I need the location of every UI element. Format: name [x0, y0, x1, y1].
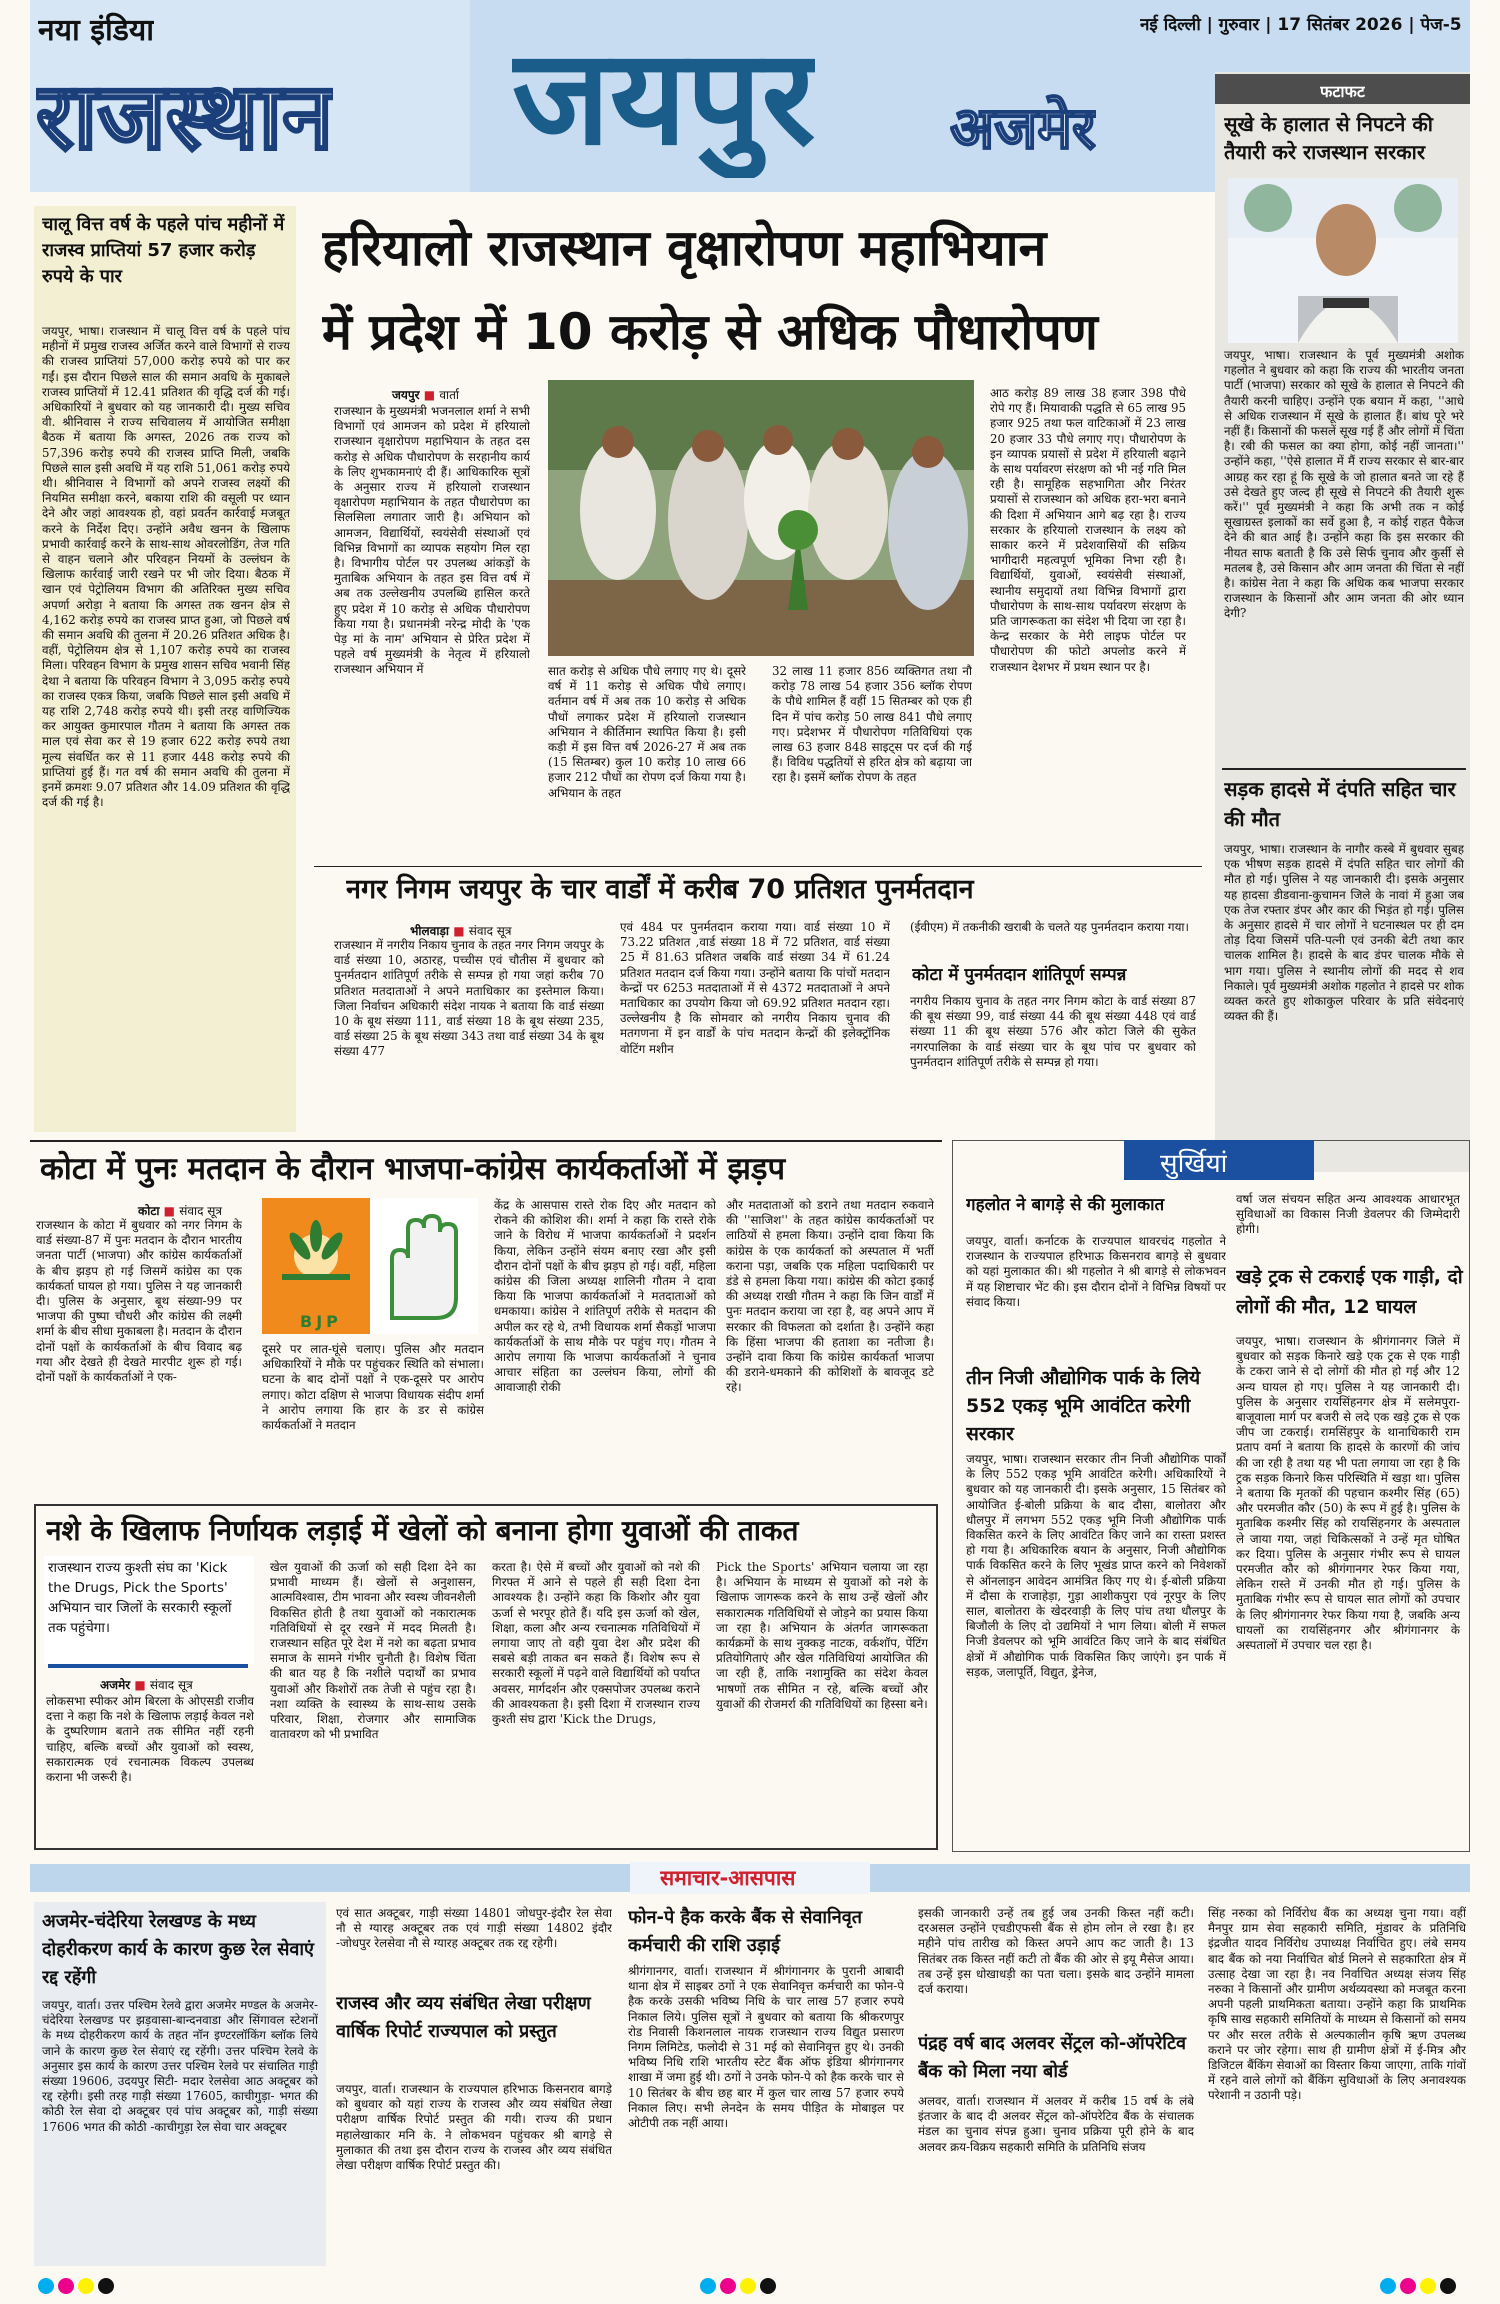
fataphat-headline: सूखे के हालात से निपटने की तैयारी करे राजस्थान सरकार — [1224, 112, 1433, 164]
item2-cont: वर्षा जल संचयन सहित अन्य आवश्यक आधारभूत सुविधाओं का विकास निजी डेवलपर की जिम्मेदारी होगी। — [1236, 1192, 1460, 1237]
kota-top-rule — [30, 1140, 942, 1142]
city-name: जयपुर — [512, 21, 816, 175]
state-name: राजस्थान — [36, 63, 334, 170]
registration-mark — [58, 2278, 74, 2294]
kota-headline: कोटा में पुनः मतदान के दौरान भाजपा-कांग्रेस कार्यकर्ताओं में झड़प — [40, 1151, 786, 1187]
aaspas-label: समाचार-आसपास — [660, 1866, 796, 1890]
drugs-highlight-rule — [48, 1664, 248, 1668]
dateline: नई दिल्ली | गुरुवार | 17 सितंबर 2026 | पेज-5 — [1140, 15, 1462, 35]
repoll-sub-body: नगरीय निकाय चुनाव के तहत नगर निगम कोटा के वार्ड संख्या 87 की बूथ संख्या 99, वार्ड संख्या 44 की बूथ संख्या 448 एवं वार्ड संख्या 11 की बूथ संख्या 576 और कोटा जिले की सुकेत नगरपालिका के वार्ड संख्या चार के बूथ पांच पर बुधवार को पुनर्मतदान शांतिपूर्ण तरीके से सम्पन्न हो गया। — [910, 994, 1196, 1069]
drugs-headline: नशे के खिलाफ निर्णायक लड़ाई में खेलों को बनाना होगा युवाओं की ताकत — [46, 1514, 799, 1547]
drugs-col4: Pick the Sports' अभियान चलाया जा रहा है। अभियान के माध्यम से युवाओं को नशे के खिलाफ जागरूक करने के साथ उन्हें खेलों और सकारात्मक गतिविधियों से जोड़ने का प्रयास किया जा रहा है। अभियान के अंतर्गत जागरूकता कार्यक्रमों के साथ नुक्कड़ नाटक, वर्कशॉप, पेंटिंग प्रतियोगिताएं और खेल गतिविधियां आयोजित की जा रही हैं, ताकि नशामुक्ति का संदेश केवल भाषणों तक सीमित न रहे, बल्कि बच्चों और युवाओं की रोजमर्रा की गतिविधियों का हिस्सा बने। — [716, 1560, 928, 1711]
fataphat-divider — [1222, 768, 1466, 770]
red-square-icon: ■ — [134, 1678, 146, 1692]
phonepe-body: श्रीगंगानगर, वार्ता। राजस्थान में श्रीगंगानगर के पुरानी आबादी थाना क्षेत्र में साइबर ठगों ने एक सेवानिवृत्त कर्मचारी का फोन-पे हैक करके उसकी भविष्य निधि के चार लाख 57 हजार रुपये निकाल लिये। पुलिस सूत्रों ने बुधवार को बताया कि श्रीकरणपुर रोड निवासी किशनलाल नायक राजस्थान राज्य विद्युत प्रसारण निगम लिमिटेड, फलोदी से 31 मई को सेवानिवृत्त हुए थे। उनकी भविष्य निधि राशि भारतीय स्टेट बैंक ऑफ इंडिया श्रीगंगानगर शाखा में जमा हुई थी। ठगों ने उनके फोन-पे को हैक करके चार से 10 सितंबर के बीच छह बार में कुल चार लाख 57 हजार रुपये निकाल लिए। सभी लेनदेन के समय पीड़ित के मोबाइल पर ओटीपी तक नहीं आया। — [628, 1964, 904, 2131]
item3-body: जयपुर, भाषा। राजस्थान के श्रीगंगानगर जिले में बुधवार को सड़क किनारे खड़े एक ट्रक से एक गाड़ी के टकरा जाने से दो लोगों की मौत हो गई और 12 अन्य घायल हो गए। पुलिस ने यह जानकारी दी। पुलिस के अनुसार रायसिंहनगर क्षेत्र में सलेमपुरा-बाजूवाला मार्ग पर बजरी से लदे एक खड़े ट्रक से एक जीप जा टकराई। रामसिंहपुर के थानाधिकारी राम प्रताप वर्मा ने बताया कि हादसे के कारणों की जांच की जा रही है तथा यह भी पता लगाया जा रहा है कि ट्रक सड़क किनारे किस परिस्थिति में खड़ा था। पुलिस ने बताया कि मृतकों की पहचान कश्मीर सिंह (65) और परमजीत कौर (50) के रूप में हुई है। पुलिस के मुताबिक कश्मीर सिंह को रायसिंहनगर के अस्पताल ले जाया गया, जहां चिकित्सकों ने उन्हें मृत घोषित कर दिया। पुलिस के अनुसार गंभीर रूप से घायल परमजीत कौर को श्रीगंगानगर रेफर किया गया, लेकिन रास्ते में उनकी मौत हो गई। पुलिस के मुताबिक गंभीर रूप से घायल सात लोगों को उपचार के लिए श्रीगंगानगर रेफर किया गया है, जबकि अन्य घायलों का रायसिंहनगर और श्रीगंगानगर के अस्पतालों में उपचार चल रहा है। — [1236, 1334, 1460, 1653]
drugs-agency: संवाद सूत्र — [149, 1678, 193, 1692]
accident-headline: सड़क हादसे में दंपति सहित चार की मौत — [1224, 777, 1456, 831]
red-square-icon: ■ — [423, 388, 436, 402]
lead-col1: राजस्थान के मुख्यमंत्री भजनलाल शर्मा ने सभी विभागों एवं आमजन को प्रदेश में हरियालो राजस्थान वृक्षारोपण महाभियान के तहत दस करोड़ से अधिक पौधारोपण के सरहानीय कार्य के लिए शुभकामनाएं दी हैं। आधिकारिक सूत्रों के अनुसार राज्य में हरियालो राजस्थान वृक्षारोपण महाभियान के तहत पौधारोपण का सिलसिला लगातार जारी है। अभियान को आमजन, विद्यार्थियों, स्वयंसेवी संस्थाओं एवं विभिन्न विभागों का व्यापक सहयोग मिल रहा है। विभागीय पोर्टल पर उपलब्ध आंकड़ों के मुताबिक अभियान के तहत इस वित्त वर्ष में अब तक उल्लेखनीय उपलब्धि हासिल करते हुए प्रदेश में 10 करोड़ से अधिक पौधारोपण किया गया है। प्रधानमंत्री नरेन्द्र मोदी के 'एक पेड़ मां के नाम' अभियान से प्रेरित प्रदेश में पहले वर्ष मुख्यमंत्री के नेतृत्व में हरियालो राजस्थान अभियान में — [334, 404, 530, 677]
edition-name: अजमेर — [950, 94, 1096, 162]
gehlot-photo — [1228, 178, 1458, 343]
registration-mark — [1440, 2278, 1456, 2294]
kota-agency: संवाद सूत्र — [179, 1204, 223, 1218]
repoll-sub-headline: कोटा में पुनर्मतदान शांतिपूर्ण सम्पन्न — [912, 965, 1127, 985]
paper-name: नया इंडिया — [38, 13, 154, 48]
drugs-col2: खेल युवाओं की ऊर्जा को सही दिशा देने का प्रभावी माध्यम हैं। खेलों से अनुशासन, आत्मविश्वास, टीम भावना और स्वस्थ जीवनशैली विकसित होती है तथा युवाओं को नकारात्मक गतिविधियों से दूर रखने में मदद मिलती है। राजस्थान सहित पूरे देश में नशे का बढ़ता प्रभाव समाज के सामने गंभीर चुनौती है। विशेष चिंता की बात यह है कि नशीले पदार्थों का प्रभाव युवाओं और किशोरों तक तेजी से पहुंच रहा है। नशा व्यक्ति के स्वास्थ्य के साथ-साथ उसके परिवार, शिक्षा, रोजगार और सामाजिक वातावरण को भी प्रभावित — [270, 1560, 476, 1742]
lead-col2: सात करोड़ से अधिक पौधे लगाए गए थे। दूसरे वर्ष में 11 करोड़ से अधिक पौधे लगाए। वर्तमान वर्ष में अब तक 10 करोड़ से अधिक पौधों लगाकर प्रदेश में हरियालो राजस्थान अभियान ने कीर्तिमान स्थापित किया है। इसी कड़ी में इस वित्त वर्ष 2026-27 में अब तक (15 सितम्बर) कुल 10 करोड़ 10 लाख 66 हजार 212 पौधों का रोपण दर्ज किया गया है। अभियान के तहत — [548, 664, 746, 800]
drugs-dateline-wrap — [100, 1676, 193, 1693]
bank-cont: सिंह नरुका को निर्विरोध बैंक का अध्यक्ष चुना गया। वहीं मैनपुर ग्राम सेवा सहकारी समिति, मुंडावर के प्रतिनिधि इंद्रजीत यादव निर्विरोध उपाध्यक्ष निर्वाचित हुए। लंबे समय बाद बैंक को नया निर्वाचित बोर्ड मिलने से सहकारिता क्षेत्र में उत्साह देखा जा रहा है। नव निर्वाचित अध्यक्ष संजय सिंह नरुका ने किसानों और ग्रामीण अर्थव्यवस्था को मजबूत करना अपनी पहली प्राथमिकता बताया। उन्होंने कहा कि प्राथमिक कृषि साख सहकारी समितियों के माध्यम से किसानों को समय पर और सरल तरीके से अल्पकालीन कृषि ऋण उपलब्ध कराने पर जोर रहेगा। साथ ही ग्रामीण क्षेत्रों में ई-मित्र और डिजिटल बैंकिंग सेवाओं का विस्तार किया जाएगा, ताकि गांवों में रहने वाले लोगों को बैंकिंग सुविधाओं के लिए अनावश्यक परेशानी न उठानी पड़े। — [1208, 1906, 1466, 2103]
repoll-top-rule — [314, 866, 1202, 867]
drugs-col3: करता है। ऐसे में बच्चों और युवाओं को नशे की गिरफ्त में आने से पहले ही सही दिशा देना आवश्यक है। उन्होंने कहा कि किशोर और युवा ऊर्जा से भरपूर होते हैं। यदि इस ऊर्जा को खेल, शिक्षा, कला और अन्य रचनात्मक गतिविधियों में लगाया जाए तो वही युवा देश और प्रदेश की सबसे बड़ी ताकत बन सकते हैं। विशेष रूप से सरकारी स्कूलों में पढ़ने वाले विद्यार्थियों को पर्याप्त अवसर, मार्गदर्शन और एक्सपोजर उपलब्ध कराने की आवश्यकता है। इसी दिशा में राजस्थान राज्य कुश्ती संघ द्वारा 'Kick the Drugs, — [492, 1560, 700, 1727]
repoll-col3: (ईवीएम) में तकनीकी खराबी के चलते यह पुनर्मतदान कराया गया। — [910, 920, 1189, 934]
lead-dateline-wrap — [392, 386, 459, 403]
bank-body: अलवर, वार्ता। राजस्थान में अलवर में करीब 15 वर्ष के लंबे इंतजार के बाद दी अलवर सेंट्रल को-ऑपरेटिव बैंक के संचालक मंडल का चुनाव संपन्न हुआ। चुनाव प्रक्रिया पूरी होने के बाद अलवर क्रय-विक्रय सहकारी समिति के प्रतिनिधि संजय — [918, 2094, 1194, 2154]
repoll-dateline-wrap — [410, 922, 512, 939]
lead-headline-2: में प्रदेश में 10 करोड़ से अधिक पौधारोपण — [322, 303, 1098, 361]
phonepe-cont: इसकी जानकारी उन्हें तब हुई जब उनकी किस्त नहीं कटी। दरअसल उन्होंने एचडीएफसी बैंक से होम लोन ले रखा है। हर महीने पांच तारीख को किस्त अपने आप कट जाती है। 13 सितंबर तक किस्त नहीं कटी तो बैंक की ओर से इयू मैसेज आया। तब उन्हें इस धोखाधड़ी का पता चला। इसके बाद उन्होंने मामला दर्ज कराया। — [918, 1906, 1194, 1997]
phonepe-headline: फोन-पे हैक करके बैंक से सेवानिवृत कर्मचारी की राशि उड़ाई — [628, 1907, 862, 1956]
kota-col2: दूसरे पर लात-घूंसे चलाए। पुलिस और मतदान अधिकारियों ने मौके पर पहुंचकर स्थिति को संभाला। घटना के बाद दोनों पक्षों ने एक-दूसरे पर आरोप लगाए। कोटा दक्षिण से भाजपा विधायक संदीप शर्मा ने आरोप लगाया कि हार के डर से कांग्रेस कार्यकर्ताओं ने मतदान — [262, 1342, 484, 1433]
revenue-headline: चालू वित्त वर्ष के पहले पांच महीनों में राजस्व प्राप्तियां 57 हजार करोड़ रुपये के पार — [42, 214, 285, 287]
fataphat-label: फटाफट — [1320, 82, 1365, 101]
registration-mark — [700, 2278, 716, 2294]
item2-body: जयपुर, भाषा। राजस्थान सरकार तीन निजी औद्योगिक पार्कों के लिए 552 एकड़ भूमि आवंटित करेगी। अधिकारियों ने बुधवार को यह जानकारी दी। इसके अनुसार, 15 सितंबर को आयोजित ई-बोली प्रक्रिया के बाद दौसा, बालोतरा और धौलपुर में लगभग 552 एकड़ भूमि निजी औद्योगिक पार्क विकसित करने के लिए आवंटित किए जाने का रास्ता प्रशस्त हो गया है। अधिकारिक बयान के अनुसार, निजी औद्योगिक पार्क विकसित करने के लिए भूखंड प्राप्त करने को निवेशकों से ऑनलाइन आवेदन आमंत्रित किए गए थे। ई-बोली प्रक्रिया में दौसा के राजाहेड़ा, गुड़ा आशीकपुरा एवं नूरपुर के लिए साल, बालोतरा के खेदरवाड़ी के लिए पांच तथा धौलपुर के बिजौली के लिए दो उद्यमियों ने भाग लिया। बोली में सफल निजी डेवलपर को भूमि आवंटित किए जाने के बाद संबंधित क्षेत्रों में औद्योगिक पार्क विकसित किए जाएंगे। इन पार्क में सड़क, जलापूर्ति, विद्युत, ड्रेनेज, — [966, 1452, 1226, 1679]
registration-mark — [98, 2278, 114, 2294]
registration-mark — [740, 2278, 756, 2294]
accident-body: जयपुर, भाषा। राजस्थान के नागौर कस्बे में बुधवार सुबह एक भीषण सड़क हादसे में दंपति सहित चार लोगों की मौत हो गई। पुलिस ने यह जानकारी दी। इसके अनुसार यह हादसा डीडवाना-कुचामन जिले के नावां में हुआ जब एक तेज रफ्तार डंपर और कार की भिड़ंत हो गई। पुलिस के अनुसार हादसे में चार लोगों ने घटनास्थल पर ही दम तोड़ दिया जिसमें पति-पत्नी एवं उनकी बेटी तथा कार चालक शामिल है। हादसे के बाद डंपर चालक मौके से भाग गया। पुलिस ने स्थानीय लोगों की मदद से शव निकाले। पूर्व मुख्यमंत्री अशोक गहलोत ने हादसे पर शोक व्यक्त करते हुए शोकाकुल परिवार के प्रति संवेदनाएं व्यक्त की हैं। — [1224, 842, 1464, 1024]
rail-cont: एवं सात अक्टूबर, गाड़ी संख्या 14801 जोधपुर-इंदौर रेल सेवा नौ से ग्यारह अक्टूबर तक एवं गाड़ी संख्या 14802 इंदौर -जोधपुर रेलसेवा नौ से ग्यारह अक्टूबर तक रद्द रहेगी। — [336, 1906, 612, 1951]
drugs-highlight-text: राजस्थान राज्य कुश्ती संघ का 'Kick the Drugs, Pick the Sports' अभियान चार जिलों के सरकारी स्कूलों तक पहुंचेगा। — [48, 1560, 232, 1636]
item1-headline: गहलोत ने बागड़े से की मुलाकात — [966, 1195, 1165, 1215]
registration-mark — [78, 2278, 94, 2294]
registration-mark — [1400, 2278, 1416, 2294]
bank-headline: पंद्रह वर्ष बाद अलवर सेंट्रल को-ऑपरेटिव बैंक को मिला नया बोर्ड — [918, 2033, 1187, 2082]
fataphat-body: जयपुर, भाषा। राजस्थान के पूर्व मुख्यमंत्री अशोक गहलोत ने बुधवार को कहा कि राज्य की भारतीय जनता पार्टी (भाजपा) सरकार को सूखे के हालात से निपटने की तैयारी करनी चाहिए। उन्होंने एक बयान में कहा, ''आधे से अधिक राजस्थान में सूखे के हालात हैं। बांध पूरे भरे नहीं हैं। किसानों की फसलें सूख गई हैं और लोगों में चिंता है। रबी की फसल का क्या होगा, कोई नहीं जानता।'' उन्होंने कहा, ''ऐसे हालात में मैं राज्य सरकार से बार-बार आग्रह कर रहा हूं कि सूखे के जो हालात बनते जा रहे हैं उसे देखते हुए जल्द ही सूखे से निपटने की तैयारी शुरू करें।'' पूर्व मुख्यमंत्री ने कहा कि अभी तक न कोई सूखाग्रस्त इलाकों का सर्वे हुआ है, न कोई राहत पैकेज देने की बात आई है। उन्होंने कहा कि इस सरकार की नीयत साफ बताती है कि उसे सिर्फ चुनाव और कुर्सी से मतलब है, उसे किसान और आम जनता की चिंता से नहीं है। कांग्रेस नेता ने कहा कि अधिक कब भाजपा सरकार राजस्थान के किसानों और आम जनता की ओर ध्यान देगी? — [1224, 348, 1464, 621]
rail-body: जयपुर, वार्ता। उत्तर पश्चिम रेलवे द्वारा अजमेर मण्डल के अजमेर-चंदेरिया रेलखण्ड पर झड़वासा-बान्दनवाडा और सिंगावल स्टेशनों के मध्य दोहरीकरण कार्य के तहत नॉन इण्टरलॉकिंग ब्लॉक लिये जाने के कारण कुछ रेल सेवाएं रद्द रहेंगी। उत्तर पश्चिम रेलवे के अनुसार इस कार्य के कारण उत्तर पश्चिम रेलवे पर संचालित गाड़ी संख्या 19606, उदयपुर सिटी- मदार रेलसेवा आठ अक्टूबर को रद्द रहेगी। इसी तरह गाड़ी संख्या 17605, काचीगुड़ा- भगत की कोठी रेल सेवा दो अक्टूबर एवं पांच अक्टूबर को, गाड़ी संख्या 17606 भगत की कोठी -काचीगुड़ा रेल सेवा चार अक्टूबर — [42, 1998, 318, 2134]
tree-planting-photo — [548, 380, 974, 656]
lead-col4: आठ करोड़ 89 लाख 38 हजार 398 पौधे रोपे गए हैं। मियावाकी पद्धति से 65 लाख 95 हजार 925 तथा फल वाटिकाओं में 23 लाख 20 हजार 33 पौधे लगाए गए। पौधारोपण के इन व्यापक प्रयासों से प्रदेश में हरियाली बढ़ाने के साथ पर्यावरण संरक्षण को भी नई गति मिल रही है। सामूहिक सहभागिता और निरंतर प्रयासों से राजस्थान को अधिक हरा-भरा बनाने की दिशा में अभियान आगे बढ़ रहा है। राज्य सरकार के हरियालो राजस्थान के लक्ष्य को साकार करने में प्रदेशवासियों की सक्रिय भागीदारी महत्वपूर्ण भूमिका निभा रही है। विद्यार्थियों, युवाओं, स्वयंसेवी संस्थाओं, स्थानीय समुदायों तथा विभिन्न विभागों द्वारा पौधारोपण के साथ-साथ पर्यावरण संरक्षण के प्रति जागरूकता का संदेश भी दिया जा रहा है। केन्द्र सरकार के मेरी लाइफ पोर्टल पर पौधारोपण की फोटो अपलोड करने में राजस्थान देशभर में प्रथम स्थान पर है। — [990, 386, 1186, 674]
drugs-dateline: अजमेर — [100, 1678, 131, 1692]
red-square-icon: ■ — [453, 924, 465, 938]
lead-col3: 32 लाख 11 हजार 856 व्यक्तिगत तथा नौ करोड़ 78 लाख 54 हजार 356 ब्लॉक रोपण के पौधे शामिल हैं वहीं 15 सितम्बर को एक ही दिन में पांच करोड़ 50 लाख 841 पौधे लगाए गए। प्रदेशभर में पौधारोपण गतिविधियां एक लाख 63 हजार 848 साइट्स पर दर्ज की गई हैं। विविध पद्धतियों से हरित क्षेत्र को बढ़ाया जा रहा है। इसमें ब्लॉक रोपण के तहत — [772, 664, 972, 785]
lead-agency: वार्ता — [439, 388, 460, 402]
lead-dateline: जयपुर — [392, 388, 420, 402]
surkhiyan-label: सुर्खियां — [1160, 1149, 1228, 1179]
audit-headline: राजस्व और व्यय संबंधित लेखा परीक्षण वार्षिक रिपोर्ट राज्यपाल को प्रस्तुत — [336, 1993, 591, 2042]
repoll-col1: राजस्थान में नगरीय निकाय चुनाव के तहत नगर निगम जयपुर के वार्ड संख्या 10, अठारह, पच्चीस एवं चौतीस में बुधवार को पुनर्मतदान शांतिपूर्ण तरीके से सम्पन्न हो गया जहां करीब 70 प्रतिशत मतदाताओं ने अपने मताधिकार का इस्तेमाल किया। जिला निर्वाचन अधिकारी संदेश नायक ने बताया कि वार्ड संख्या 10 के बूथ संख्या 111, वार्ड संख्या 18 के बूथ संख्या 235, वार्ड संख्या 25 के बूथ संख्या 343 तथा वार्ड संख्या 34 के बूथ संख्या 477 — [334, 938, 604, 1059]
red-square-icon: ■ — [163, 1204, 176, 1218]
registration-mark — [1420, 2278, 1436, 2294]
revenue-body: जयपुर, भाषा। राजस्थान में चालू वित्त वर्ष के पहले पांच महीनों में प्रमुख राजस्व अर्जित करने वाले विभागों से राज्य की राजस्व प्राप्तियां 57,000 करोड़ रुपये को पार कर गईं। इस दौरान पिछले साल की समान अवधि के मुकाबले राजस्व प्राप्तियों में 12.41 प्रतिशत की वृद्धि दर्ज की गई। अधिकारियों ने बुधवार को यह जानकारी दी। मुख्य सचिव वी. श्रीनिवास ने राज्य सचिवालय में आयोजित समीक्षा बैठक में बताया कि अगस्त, 2026 तक राज्य को 57,396 करोड़ रुपये की राजस्व प्राप्ति मिली, जबकि पिछले साल इसी अवधि में यह राशि 51,061 करोड़ रुपये थी। श्रीनिवास ने विभागों को अपने राजस्व लक्ष्यों की नियमित समीक्षा करने, बकाया राशि की वसूली पर ध्यान देने और जहां आवश्यक हो, वहां प्रवर्तन कार्रवाई मजबूत करने के निर्देश दिए। उन्होंने अवैध खनन के खिलाफ प्रभावी कार्रवाई करने के साथ-साथ ओवरलोडिंग, तेज गति से वाहन चलाने और परिवहन नियमों के उल्लंघन के खिलाफ कार्रवाई जारी रखने पर भी जोर दिया। बैठक में खान एवं पेट्रोलियम विभाग की अतिरिक्त मुख्य सचिव अपर्णा अरोड़ा ने बताया कि अगस्त तक खनन क्षेत्र से 4,162 करोड़ रुपये का राजस्व प्राप्त हुआ, जो पिछले वर्ष की समान अवधि की तुलना में 20.26 प्रतिशत अधिक है। वहीं, पेट्रोलियम क्षेत्र से 1,107 करोड़ रुपये का राजस्व मिला। परिवहन विभाग के प्रमुख शासन सचिव भवानी सिंह देथा ने बताया कि परिवहन विभाग ने 3,095 करोड़ रुपये का राजस्व एकत्र किया, जबकि पिछले साल इसी अवधि में यह राशि 2,748 करोड़ रुपये थी। इसी तरह वाणिज्यिक कर आयुक्त कुमारपाल गौतम ने बताया कि अगस्त तक माल एवं सेवा कर से 19 हजार 622 करोड़ रुपये तथा मूल्य संवर्धित कर से 11 हजार 448 करोड़ रुपये की प्राप्तियां हुई हैं। गत वर्ष की समान अवधि की तुलना में इनमें क्रमशः 9.07 प्रतिशत और 14.09 प्रतिशत की वृद्धि दर्ज की गई है। — [42, 324, 290, 810]
lead-headline-1: हरियालो राजस्थान वृक्षारोपण महाभियान — [322, 219, 1047, 277]
kota-dateline: कोटा — [138, 1204, 160, 1218]
party-symbols-image — [262, 1198, 478, 1334]
kota-dateline-wrap — [138, 1202, 222, 1219]
registration-mark — [1380, 2278, 1396, 2294]
registration-mark — [720, 2278, 736, 2294]
registration-mark — [38, 2278, 54, 2294]
repoll-headline: नगर निगम जयपुर के चार वार्डों में करीब 70 प्रतिशत पुनर्मतदान — [346, 874, 974, 905]
kota-col3: केंद्र के आसपास रास्ते रोक दिए और मतदान को रोकने की कोशिश की। शर्मा ने कहा कि रास्ते रोके जाने के विरोध में भाजपा कार्यकर्ताओं ने प्रदर्शन किया, लेकिन उन्होंने संयम बनाए रखा और इसी दौरान दोनों पक्षों के बीच झड़प हो गई। वहीं, महिला कांग्रेस की जिला अध्यक्ष शालिनी गौतम ने दावा किया कि भाजपा कार्यकर्ताओं ने मतदाताओं को धमकाया। कांग्रेस ने शांतिपूर्ण तरीके से मतदान की अपील कर रहे थे, तभी विधायक शर्मा सैकड़ों भाजपा कार्यकर्ताओं के साथ मौके पर पहुंच गए। गौतम ने आरोप लगाया कि भाजपा कार्यकर्ताओं ने चुनाव आचार संहिता का उल्लंघन किया, लोगों की आवाजाही रोकी — [494, 1198, 716, 1395]
repoll-col2: एवं 484 पर पुनर्मतदान कराया गया। वार्ड संख्या 10 में 73.22 प्रतिशत ,वार्ड संख्या 18 में 72 प्रतिशत, वार्ड संख्या 25 में 81.63 प्रतिशत जबकि वार्ड संख्या 34 में 61.24 प्रतिशत मतदान दर्ज किया गया। उन्होंने बताया कि पांचों मतदान केन्द्रों पर 6253 मतदाताओं में से 4372 मतदाताओं ने अपने मताधिकार का उपयोग किया जो 69.92 प्रतिशत मतदान रहा। उल्लेखनीय है कि सोमवार को नगरीय निकाय चुनाव की मतगणना में इन वार्डों के पांच मतदान केन्द्रों की इलेक्ट्रॉनिक वोटिंग मशीन — [620, 920, 890, 1056]
audit-body: जयपुर, वार्ता। राजस्थान के राज्यपाल हरिभाऊ किसनराव बागड़े को बुधवार को यहां राज्य के राजस्व और व्यय संबंधित लेखा परीक्षण वार्षिक रिपोर्ट प्रस्तुत की गयी। राज्य की प्रधान महालेखाकार मनि के. ने लोकभवन पहुंचकर श्री बागड़े से मुलाकात की तथा इस दौरान राज्य के राजस्व और व्यय संबंधित लेखा परीक्षण वार्षिक रिपोर्ट प्रस्तुत की। — [336, 2082, 612, 2173]
repoll-agency: संवाद सूत्र — [468, 924, 512, 938]
item1-body: जयपुर, वार्ता। कर्नाटक के राज्यपाल थावरचंद गहलोत ने राजस्थान के राज्यपाल हरिभाऊ किसनराव बागड़े से बुधवार को यहां मुलाकात की। श्री गहलोत ने श्री बागड़े से लोकभवन में यह शिष्टाचार भेंट की। इस दौरान दोनों ने विभिन्न विषयों पर संवाद किया। — [966, 1234, 1226, 1309]
item2-headline: तीन निजी औद्योगिक पार्क के लिये 552 एकड़ भूमि आवंटित करेगी सरकार — [966, 1367, 1201, 1445]
rail-headline: अजमेर-चंदेरिया रेलखण्ड के मध्य दोहरीकरण कार्य के कारण कुछ रेल सेवाएं रद्द रहेंगी — [42, 1911, 315, 1988]
bjp-label: BJP — [300, 1312, 342, 1331]
kota-col1: राजस्थान के कोटा में बुधवार को नगर निगम के वार्ड संख्या-87 में पुनः मतदान के दौरान भारतीय जनता पार्टी (भाजपा) और कांग्रेस कार्यकर्ताओं के बीच झड़प हो गई जिसमें कांग्रेस का एक कार्यकर्ता घायल हो गया। पुलिस ने यह जानकारी दी। पुलिस के अनुसार, बूथ संख्या-99 पर भाजपा की पुष्पा चौधरी और कांग्रेस की लक्ष्मी शर्मा के बीच सीधा मुकाबला है। मतदान के दौरान दोनों पक्षों के कार्यकर्ताओं के बीच विवाद बढ़ गया और देखते ही देखते मारपीट शुरू हो गई। दोनों पक्षों के कार्यकर्ताओं ने एक- — [36, 1218, 242, 1385]
repoll-dateline: भीलवाड़ा — [410, 924, 449, 938]
registration-mark — [760, 2278, 776, 2294]
kota-col4: और मतदाताओं को डराने तथा मतदान रुकवाने की ''साजिश'' के तहत कांग्रेस कार्यकर्ताओं पर लाठियों से हमला किया। उन्होंने दावा किया कि कांग्रेस के एक कार्यकर्ता को अस्पताल में भर्ती कराना पड़ा, जबकि एक महिला पदाधिकारी पर डंडे से हमला किया गया। कांग्रेस की कोटा इकाई की अध्यक्ष राखी गौतम ने कहा कि जिन वार्डों में पुनः मतदान कराया जा रहा है, वह अपने आप में सरकार की विफलता को दर्शाता है। उन्होंने कहा कि हिंसा भाजपा की हताशा का नतीजा है। उन्होंने दावा किया कि कांग्रेस कार्यकर्ता भाजपा की डराने-धमकाने की कोशिशों के बावजूद डटे रहे। — [726, 1198, 934, 1395]
drugs-col1: लोकसभा स्पीकर ओम बिरला के ओएसडी राजीव दत्ता ने कहा कि नशे के खिलाफ लड़ाई केवल नशे के दुष्परिणाम बताने तक सीमित नहीं रहनी चाहिए, बल्कि बच्चों और युवाओं को स्वस्थ, सकारात्मक एवं रचनात्मक विकल्प उपलब्ध कराना भी जरूरी है। — [46, 1694, 254, 1785]
item3-headline: खड़े ट्रक से टकराई एक गाड़ी, दो लोगों की मौत, 12 घायल — [1236, 1266, 1463, 1318]
